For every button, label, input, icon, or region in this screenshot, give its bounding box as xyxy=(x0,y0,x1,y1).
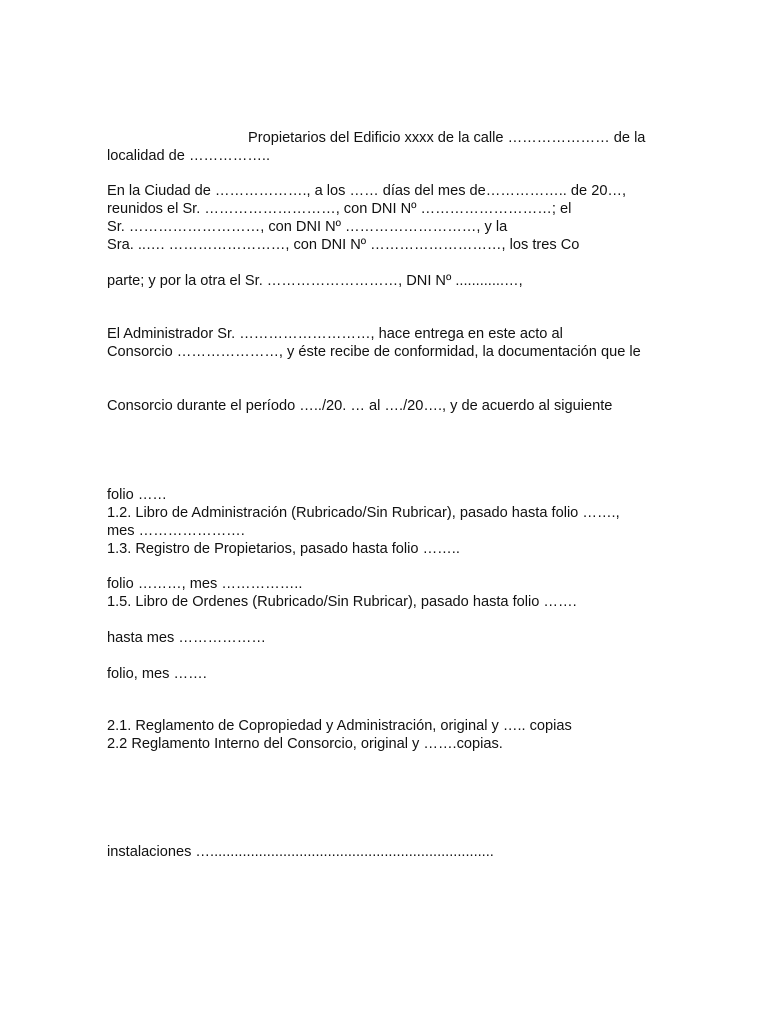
paragraph-1-line-3: Sr. ………………………, con DNI Nº ………………………, y la xyxy=(107,219,508,235)
header-line-2: localidad de …………….. xyxy=(107,148,271,164)
list-4-line: folio, mes ……. xyxy=(107,666,207,682)
paragraph-4: Consorcio durante el período …../20. … al …./20…., y de acuerdo al siguiente xyxy=(107,398,613,414)
paragraph-1-line-1: En la Ciudad de ………………., a los …… días del mes de…………….. de 20…, xyxy=(107,183,627,199)
paragraph-3-line-2: Consorcio …………………, y éste recibe de conformidad, la documentación que le xyxy=(107,344,641,360)
header-line-1: Propietarios del Edificio xxxx de la calle ………………… de la xyxy=(248,130,646,146)
paragraph-2: parte; y por la otra el Sr. ………………………, DNI Nº ............…, xyxy=(107,273,523,289)
paragraph-1-line-2: reunidos el Sr. ………………………, con DNI Nº ………………………; el xyxy=(107,201,572,217)
list-1-line-4: 1.3. Registro de Propietarios, pasado hasta folio …….. xyxy=(107,541,460,557)
list-2-line-2: 1.5. Libro de Ordenes (Rubricado/Sin Rubricar), pasado hasta folio ……. xyxy=(107,594,577,610)
list-1-line-1: folio …… xyxy=(107,487,168,503)
paragraph-1-line-4: Sra. ..…. ……………………, con DNI Nº ………………………, los tres Co xyxy=(107,237,580,253)
paragraph-3-line-1: El Administrador Sr. ………………………, hace entrega en este acto al xyxy=(107,326,563,342)
list-1-line-3: mes …………………. xyxy=(107,523,245,539)
list-3-line: hasta mes ……………… xyxy=(107,630,266,646)
section-2-line-1: 2.1. Reglamento de Copropiedad y Administración, original y ….. copias xyxy=(107,718,572,734)
list-1-line-2: 1.2. Libro de Administración (Rubricado/Sin Rubricar), pasado hasta folio ……., xyxy=(107,505,620,521)
footer-line: instalaciones …...................................................................... xyxy=(107,844,494,860)
list-2-line-1: folio ………, mes …………….. xyxy=(107,576,303,592)
section-2-line-2: 2.2 Reglamento Interno del Consorcio, original y …….copias. xyxy=(107,736,503,752)
